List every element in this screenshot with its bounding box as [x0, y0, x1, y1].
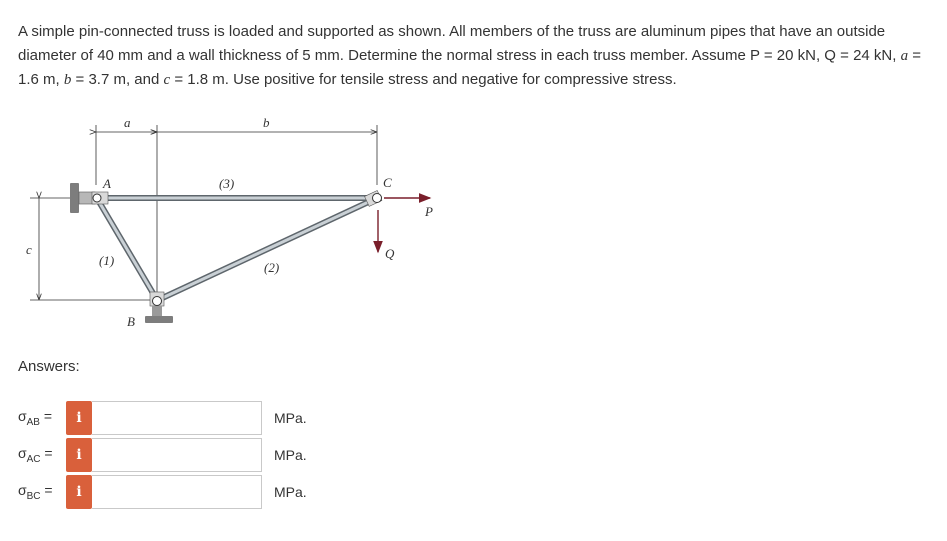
answer-row-bc: [18, 475, 307, 509]
sigma-ab-input[interactable]: [92, 401, 262, 435]
dim-label-a: a: [124, 115, 131, 130]
info-icon[interactable]: i: [66, 401, 92, 435]
truss-figure: [0, 108, 470, 338]
joint-A: [92, 192, 108, 204]
member-label-2: (2): [264, 260, 280, 275]
sigma-ac-input[interactable]: [92, 438, 262, 472]
member-1: [98, 200, 157, 300]
sigma-ac-label: $\sigma_{AC}$ =: [18, 445, 53, 465]
member-label-3: (3): [219, 176, 235, 191]
info-icon[interactable]: i: [66, 438, 92, 472]
dim-label-b: b: [263, 115, 270, 130]
unit-label: MPa.: [274, 410, 307, 426]
sigma-bc-input[interactable]: [92, 475, 262, 509]
sigma-ab-label: $\sigma_{AB}$ =: [18, 408, 53, 428]
node-label-B: B: [127, 314, 135, 329]
answers-heading: Answers:: [18, 358, 80, 375]
info-icon[interactable]: i: [66, 475, 92, 509]
member-label-1: (1): [99, 253, 115, 268]
dimension-a-b: [30, 125, 377, 300]
answer-row-ab: [18, 401, 307, 435]
load-label-Q: Q: [385, 246, 395, 261]
sigma-bc-label: $\sigma_{BC}$ =: [18, 482, 53, 502]
problem-statement: A simple pin-connected truss is loaded and supported as shown. All members of the truss are aluminum pipes that have an outside diameter of 40 mm and a wall thickness of 5 mm. Determine the normal stress in each truss member. Assume P = 20 kN, Q = 24 kN, a = 1.6 m, b = 3.7 m, and c = 1.8 m. Use positive for tensile stress and negative for compressive stress.: [18, 23, 922, 88]
pin-support-B: [145, 306, 173, 323]
joint-B: [150, 292, 164, 306]
unit-label: MPa.: [274, 484, 307, 500]
node-label-C: C: [383, 175, 392, 190]
member-2: [158, 198, 377, 300]
node-label-A: A: [103, 176, 111, 191]
unit-label: MPa.: [274, 447, 307, 463]
wall-support-A: [70, 183, 95, 213]
dim-label-c: c: [26, 242, 32, 257]
answer-row-ac: [18, 438, 307, 472]
load-label-P: P: [425, 204, 433, 219]
